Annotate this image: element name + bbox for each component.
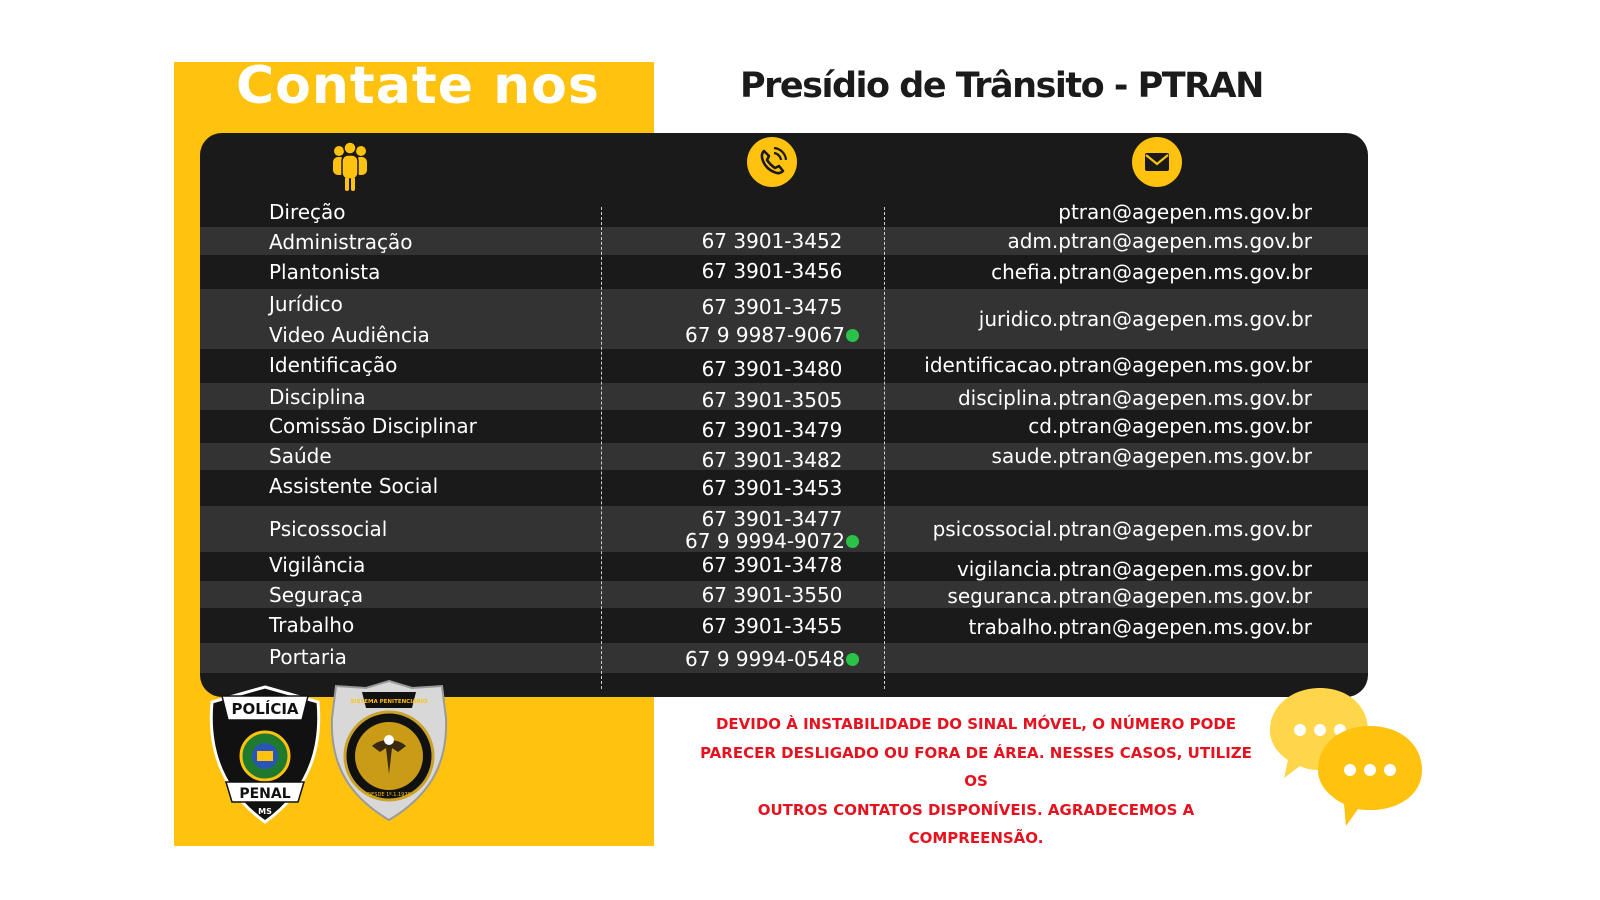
department-name: Saúde <box>269 444 332 468</box>
phone-number[interactable]: 67 3901-3480 <box>701 357 843 381</box>
chat-bubbles-icon <box>1268 678 1428 828</box>
table-row <box>200 506 1368 552</box>
envelope-icon <box>1132 137 1182 187</box>
email-link[interactable]: saude.ptran@agepen.ms.gov.br <box>991 444 1312 468</box>
whatsapp-number[interactable] <box>600 323 944 347</box>
email-link[interactable]: trabalho.ptran@agepen.ms.gov.br <box>968 615 1312 639</box>
table-row <box>200 410 1368 443</box>
phone-number[interactable]: 67 3901-3550 <box>701 583 843 607</box>
phone-number[interactable]: 67 3901-3505 <box>701 388 843 412</box>
people-group-icon <box>330 139 370 193</box>
table-row <box>200 643 1368 673</box>
phone-number[interactable]: 67 3901-3453 <box>701 476 843 500</box>
phone-number[interactable]: 67 3901-3477 <box>701 507 843 531</box>
table-row <box>200 470 1368 506</box>
badge-state-text: MS <box>258 807 272 816</box>
phone-number[interactable]: 67 3901-3475 <box>701 295 843 319</box>
badge-top-text: POLÍCIA <box>231 700 299 718</box>
department-name: Seguraça <box>269 583 364 607</box>
table-row <box>200 255 1368 289</box>
whatsapp-number[interactable] <box>600 529 944 553</box>
sistema-penitenciario-badge <box>322 678 456 824</box>
policia-penal-badge <box>202 684 328 826</box>
department-name: Plantonista <box>269 260 381 284</box>
email-link[interactable]: vigilancia.ptran@agepen.ms.gov.br <box>956 557 1312 581</box>
table-row <box>200 349 1368 383</box>
email-link[interactable]: juridico.ptran@agepen.ms.gov.br <box>978 307 1312 331</box>
notice-line: DEVIDO À INSTABILIDADE DO SINAL MÓVEL, O NÚMERO PODE <box>715 715 1237 733</box>
department-name: Trabalho <box>269 613 355 637</box>
email-link[interactable]: cd.ptran@agepen.ms.gov.br <box>1028 414 1312 438</box>
contact-title: Contate nos <box>236 56 600 116</box>
department-name: Jurídico <box>269 292 343 316</box>
phone-number-text: 67 9 9987-9067 <box>685 323 845 347</box>
department-name: Comissão Disciplinar <box>269 414 477 438</box>
phone-number-text: 67 9 9994-9072 <box>685 529 845 553</box>
whatsapp-number[interactable] <box>600 647 944 671</box>
email-link[interactable]: chefia.ptran@agepen.ms.gov.br <box>991 260 1312 284</box>
email-link[interactable]: ptran@agepen.ms.gov.br <box>1058 200 1312 224</box>
phone-number[interactable]: 67 3901-3452 <box>701 229 843 253</box>
contacts-table <box>200 133 1368 697</box>
whatsapp-icon <box>846 653 859 666</box>
badge-bottom-text: PENAL <box>239 786 291 802</box>
table-row <box>200 608 1368 643</box>
department-name-secondary: Video Audiência <box>269 323 430 347</box>
department-name: Assistente Social <box>269 474 439 498</box>
department-name: Direção <box>269 200 346 224</box>
phone-number-text: 67 9 9994-0548 <box>685 647 845 671</box>
whatsapp-icon <box>846 535 859 548</box>
department-name: Vigilância <box>269 553 366 577</box>
table-row <box>200 227 1368 255</box>
email-link[interactable]: disciplina.ptran@agepen.ms.gov.br <box>957 386 1312 410</box>
notice-line: COMPREENSÃO. <box>908 829 1044 847</box>
table-row <box>200 581 1368 608</box>
department-name: Administração <box>269 230 413 254</box>
whatsapp-icon <box>846 329 859 342</box>
email-link[interactable]: identificacao.ptran@agepen.ms.gov.br <box>924 353 1312 377</box>
table-row <box>200 383 1368 410</box>
email-link[interactable]: psicossocial.ptran@agepen.ms.gov.br <box>932 517 1312 541</box>
badge-since-text: DESDE 1º.1.1979 <box>367 792 411 798</box>
phone-number[interactable]: 67 3901-3479 <box>701 418 843 442</box>
phone-number[interactable]: 67 3901-3456 <box>701 259 843 283</box>
department-name: Portaria <box>269 645 347 669</box>
signal-notice <box>696 710 1256 853</box>
phone-number[interactable]: 67 3901-3455 <box>701 614 843 638</box>
notice-line: OUTROS CONTATOS DISPONÍVEIS. AGRADECEMOS A <box>757 800 1195 819</box>
page-title: Presídio de Trânsito - PTRAN <box>740 66 1263 106</box>
department-name: Identificação <box>269 353 398 377</box>
column-divider <box>884 207 885 689</box>
column-divider <box>601 207 602 689</box>
phone-number[interactable]: 67 3901-3478 <box>701 553 843 577</box>
email-link[interactable]: adm.ptran@agepen.ms.gov.br <box>1007 229 1312 253</box>
department-name: Psicossocial <box>269 517 388 541</box>
table-row <box>200 289 1368 349</box>
phone-icon <box>747 137 797 187</box>
notice-line: PARECER DESLIGADO OU FORA DE ÁREA. NESSES CASOS, UTILIZE OS <box>700 743 1252 790</box>
department-name: Disciplina <box>269 385 366 409</box>
phone-number[interactable]: 67 3901-3482 <box>701 448 843 472</box>
table-row <box>200 552 1368 581</box>
table-row <box>200 197 1368 227</box>
badge-top-text: SISTEMA PENITENCIÁRIO <box>350 699 428 705</box>
email-link[interactable]: seguranca.ptran@agepen.ms.gov.br <box>947 584 1312 608</box>
table-row <box>200 443 1368 470</box>
